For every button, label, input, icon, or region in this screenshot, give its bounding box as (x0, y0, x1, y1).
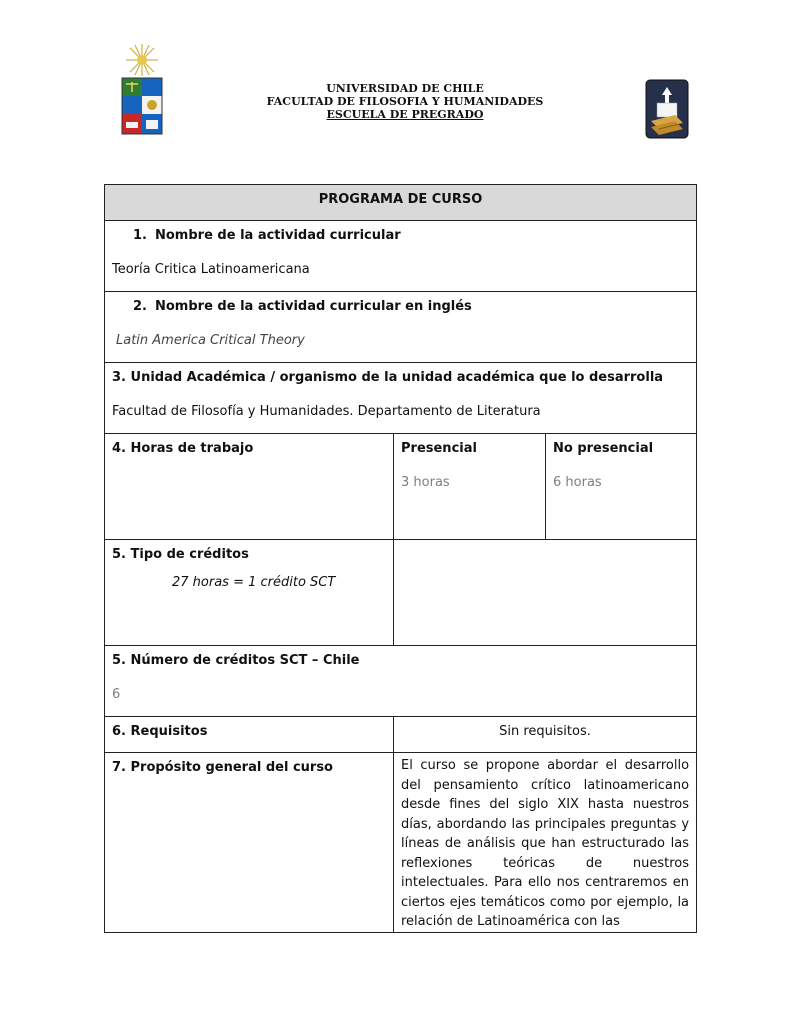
institution-heading (230, 82, 580, 121)
academic-unit-value: Facultad de Filosofía y Humanidades. Departamento de Literatura (112, 404, 541, 419)
section-general-purpose (105, 753, 394, 933)
faculty-emblem-icon (645, 79, 689, 139)
course-program-table (104, 184, 697, 933)
section-work-hours (105, 434, 394, 540)
section-1-label: Nombre de la actividad curricular (155, 228, 401, 243)
section-5b-label: 5. Número de créditos SCT – Chile (112, 653, 360, 668)
section-1-number: 1. (133, 228, 147, 243)
section-7-label: 7. Propósito general del curso (112, 760, 333, 775)
presencial-label: Presencial (401, 441, 477, 456)
no-presencial-value: 6 horas (553, 475, 602, 490)
section-2-label: Nombre de la actividad curricular en inglés (155, 299, 472, 314)
section-course-name (105, 221, 697, 292)
document-header (0, 0, 800, 180)
no-presencial-label: No presencial (553, 441, 654, 456)
section-course-name-english (105, 292, 697, 363)
course-name-english-value: Latin America Critical Theory (116, 333, 305, 348)
faculty-name: FACULTAD DE FILOSOFIA Y HUMANIDADES (266, 95, 544, 108)
presencial-cell (394, 434, 546, 540)
section-credit-type (105, 540, 394, 646)
section-5a-label: 5. Tipo de créditos (112, 547, 249, 562)
section-credit-number (105, 646, 697, 717)
section-4-label: 4. Horas de trabajo (112, 441, 254, 456)
section-2-number: 2. (133, 299, 147, 314)
credit-type-note: 27 horas = 1 crédito SCT (172, 575, 336, 590)
course-name-value: Teoría Critica Latinoamericana (112, 262, 310, 277)
credit-number-value: 6 (112, 687, 121, 702)
section-2-heading (112, 299, 689, 314)
section-requirements (105, 717, 394, 753)
section-6-label: 6. Requisitos (112, 724, 208, 739)
presencial-value: 3 horas (401, 475, 450, 490)
general-purpose-cell (394, 753, 697, 933)
program-title: PROGRAMA DE CURSO (105, 185, 697, 221)
general-purpose-value: El curso se propone abordar el desarrollo del pensamiento crítico latinoamericano desde fines del siglo XIX hasta nuestros días, abordando las principales preguntas y líneas de análisis que han estructurado las reflexiones teóricas de nuestros intelectuales. Para ello nos centraremos en ciertos ejes temáticos como por ejemplo, la relación de Latinoamérica con las (401, 758, 690, 929)
requirements-value: Sin requisitos. (394, 717, 697, 753)
school-name: ESCUELA DE PREGRADO (326, 108, 484, 121)
section-3-label: 3. Unidad Académica / organismo de la unidad académica que lo desarrolla (112, 370, 664, 385)
section-1-heading (112, 228, 689, 243)
university-name: UNIVERSIDAD DE CHILE (326, 82, 484, 95)
no-presencial-cell (546, 434, 697, 540)
section-academic-unit (105, 363, 697, 434)
credit-type-empty-cell (394, 540, 697, 646)
university-crest-icon (116, 42, 168, 138)
